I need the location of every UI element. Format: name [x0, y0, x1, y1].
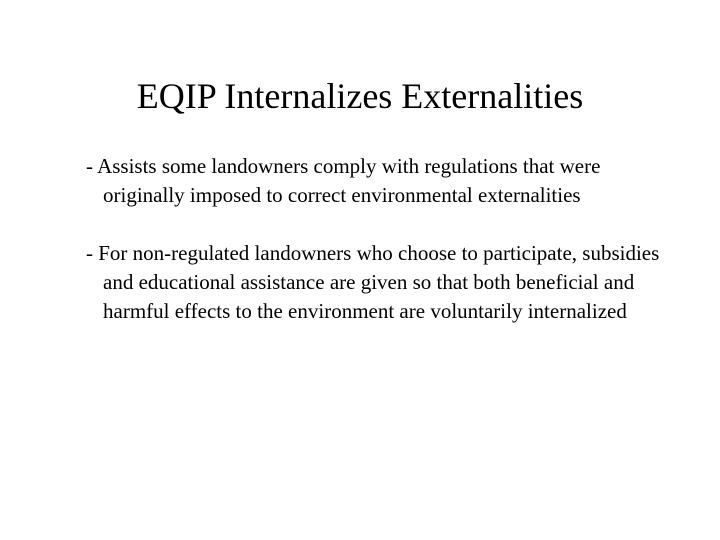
- bullet-item-2: - For non-regulated landowners who choose to participate, subsidies and educational assistance are given so that both beneficial and harmful effects to the environment are voluntarily internalized: [86, 241, 660, 323]
- bullet-list: [86, 152, 686, 326]
- slide-title: EQIP Internalizes Externalities: [136, 76, 584, 116]
- bullet-item-1: - Assists some landowners comply with regulations that were originally imposed to correct environmental externalities: [86, 154, 601, 207]
